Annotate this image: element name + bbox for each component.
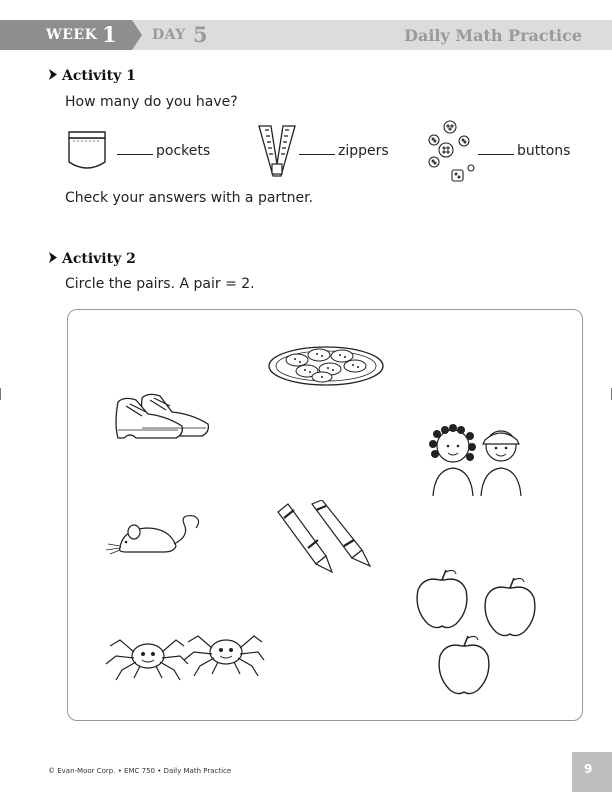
week-label: WEEK	[46, 27, 98, 43]
page-number: 9	[584, 762, 593, 776]
count-item-pockets	[65, 124, 225, 184]
mouse-picture[interactable]	[104, 512, 204, 560]
answer-blank[interactable]	[299, 153, 335, 155]
picture-area[interactable]	[67, 309, 583, 721]
week-number: 1	[102, 22, 117, 47]
pockets-label: pockets	[156, 143, 211, 159]
plate-of-cookies-picture[interactable]	[267, 344, 385, 388]
activity-2-heading	[48, 251, 136, 267]
pair-of-shoes-picture[interactable]	[112, 384, 212, 440]
activity-1-prompt: How many do you have?	[65, 94, 238, 110]
activity-1-heading	[48, 68, 136, 84]
zippers-label: zippers	[338, 143, 389, 159]
crop-mark-left	[0, 388, 1, 400]
header-title: Daily Math Practice	[404, 26, 582, 45]
buttons-icon	[420, 118, 476, 190]
count-item-zippers	[257, 124, 397, 184]
two-spiders-picture[interactable]	[102, 630, 266, 686]
activity-2-title: Activity 2	[62, 251, 136, 267]
activity-1-title: Activity 1	[62, 68, 136, 84]
zippers-answer	[299, 143, 389, 159]
buttons-answer	[478, 143, 570, 159]
zipper-icon	[257, 124, 297, 182]
pockets-answer	[117, 143, 210, 159]
two-crayons-picture[interactable]	[274, 500, 374, 574]
day-label: DAY	[152, 27, 186, 43]
pocket-icon	[67, 128, 107, 174]
two-girls-picture[interactable]	[421, 420, 531, 496]
activity-1-followup: Check your answers with a partner.	[65, 190, 314, 206]
footer-copyright: © Evan-Moor Corp. • EMC 750 • Daily Math Practice	[48, 767, 232, 775]
chevron-right-icon	[48, 251, 62, 267]
page-header	[0, 20, 612, 50]
answer-blank[interactable]	[478, 153, 514, 155]
count-item-buttons	[420, 118, 580, 178]
activity-2-prompt: Circle the pairs. A pair = 2.	[65, 276, 255, 292]
answer-blank[interactable]	[117, 153, 153, 155]
day-number: 5	[193, 22, 208, 47]
three-apples-picture[interactable]	[414, 566, 546, 702]
buttons-label: buttons	[517, 143, 571, 159]
chevron-right-icon	[48, 68, 62, 84]
